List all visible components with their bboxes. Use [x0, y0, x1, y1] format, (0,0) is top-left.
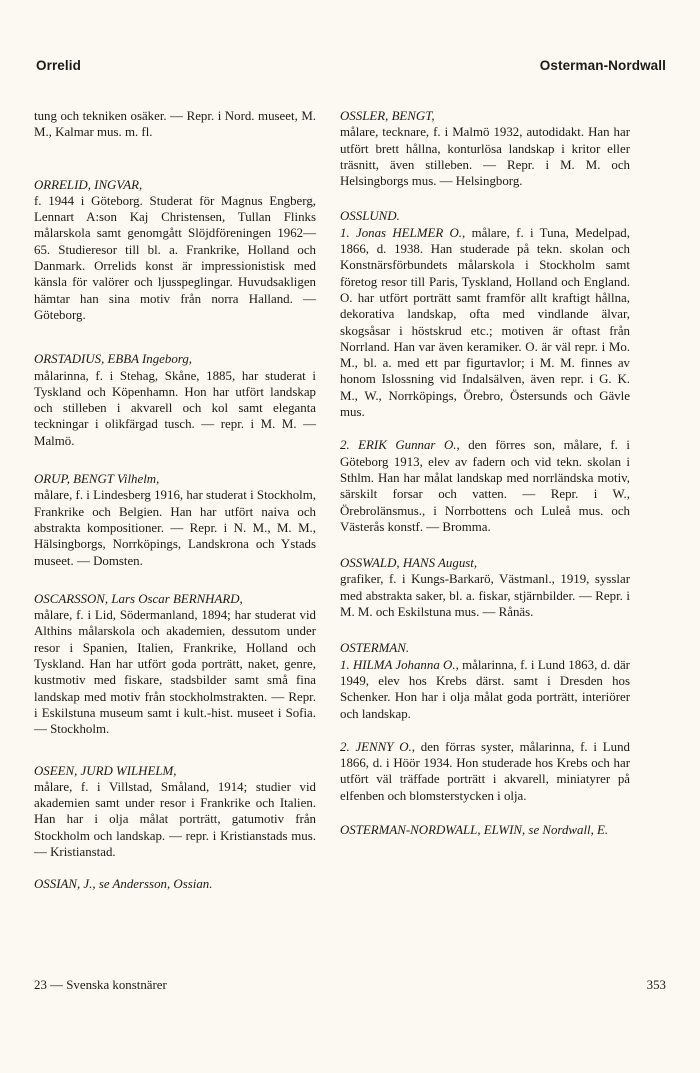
sub-entry [340, 437, 630, 535]
entry-text: målare, f. i Villstad, Småland, 1914; studier vid akademien samt under resor i Frankrike och Italien. Han har i olja målat porträtt, gatumotiv från Stockholm och landskap. — repr. i Kristianstads mus. — Kristianstad. [34, 779, 316, 859]
sub-entry-label: 1. Jonas HELMER O., [340, 225, 466, 240]
entry-continuation [34, 108, 316, 141]
entry-osslund [340, 208, 630, 535]
entry-orstadius [34, 351, 316, 449]
entry-oscarsson [34, 591, 316, 738]
sub-entry [340, 225, 630, 421]
entry-headword: OSEEN, JURD WILHELM, [34, 763, 177, 778]
right-column [340, 108, 630, 838]
entry-orrelid [34, 177, 316, 324]
entry-headword: OSSIAN, J., [34, 877, 96, 892]
entry-text: målare, f. i Lindesberg 1916, har studerat i Stockholm, Frankrike och Belgien. Han har utfört naiva och abstrakta kompositioner. — Repr. i N. M., M. M., Hälsingborgs, Norrköpings, Landskrona och Ystads museet. — Domsten. [34, 488, 316, 568]
entry-headword: OSSLUND. [340, 209, 400, 224]
entry-osterman [340, 640, 630, 804]
sub-entry [340, 739, 630, 804]
sub-entry-text: den förras syster, målarinna, f. i Lund 1866, d. i Höör 1934. Hon studerade hos Krebs och har utfört väl träffade porträtt i akvarell, miniatyrer på elfenben och blomsterstycken i olja. [340, 739, 630, 803]
header-left: Orrelid [36, 58, 81, 73]
sub-entry-label: 2. ERIK Gunnar O., [340, 438, 460, 453]
entry-headword: ORSTADIUS, EBBA Ingeborg, [34, 352, 193, 367]
entry-oseen [34, 763, 316, 861]
entry-headword: ORUP, BENGT Vilhelm, [34, 472, 160, 487]
left-column [34, 108, 316, 893]
entry-text: målare, tecknare, f. i Malmö 1932, autodidakt. Han har utfört brett hållna, konturlösa landskap i kritor eller träsnitt, även stilleben. — Repr. i M. M. och Helsingborgs mus. — Helsingborg. [340, 125, 630, 189]
entry-text: tung och tekniken osäker. — Repr. i Nord. museet, M. M., Kalmar mus. m. fl. [34, 109, 316, 140]
entry-osterman-nordwall [340, 822, 630, 838]
sub-entry-label: 2. JENNY O., [340, 739, 415, 754]
entry-headword: OSCARSSON, Lars Oscar BERNHARD, [34, 591, 243, 606]
sub-entry-text: den förres son, målare, f. i Göteborg 1913, elev av fadern och vid tekn. skolan i Sthlm. Han har målat landskap med norrländska motiv, särskilt forsar och vatten. — Repr. i W., Örebrolänsmus., i Norrbottens och Luleå mus. och Västerås konstf. — Bromma. [340, 438, 630, 534]
entry-headword: OSTERMAN. [340, 641, 410, 656]
entry-headword: OSSWALD, HANS August, [340, 556, 478, 571]
page-footer [34, 978, 666, 996]
running-header [34, 58, 666, 78]
entry-headword: ORRELID, INGVAR, [34, 177, 143, 192]
cross-reference[interactable]: se Andersson, Ossian. [98, 877, 213, 892]
entry-orup [34, 471, 316, 569]
header-right: Osterman-Nordwall [539, 58, 666, 73]
entry-headword: OSSLER, BENGT, [340, 109, 435, 123]
entry-text: målare, f. i Lid, Södermanland, 1894; har studerat vid Althins målarskola och akademien, dessutom under resor i Spanien, Italien, Frankrike, Holland och Tyskland. Han har utfört goda porträtt, naket, genre, kustmotiv med fiskare, stadsbilder samt små fina landskap med motiv från stockholmstrakten. — Repr. i Eskilstuna museum samt i kult.-hist. museet i Sofia. — Stockholm. [34, 608, 316, 737]
entry-text: grafiker, f. i Kungs-Barkarö, Västmanl., 1919, sysslar med abstrakta saker, bl. a. fiskar, stjärnbilder. — Repr. i M. M. och Eskilstuna mus. — Rånäs. [340, 572, 630, 620]
entry-ossian [34, 876, 316, 892]
footer-signature: 23 — Svenska konstnärer [34, 978, 167, 992]
entry-osswald [340, 555, 630, 620]
entry-text: målarinna, f. i Stehag, Skåne, 1885, har studerat i Tyskland och Köpenhamn. Hon har utfört landskap och stilleben i akvarell och kol samt eleganta teckningar i olikfärgad tusch. — repr. i M. M. — Malmö. [34, 368, 316, 448]
entry-text: f. 1944 i Göteborg. Studerat för Magnus Engberg, Lennart A:son Kaj Christensen, Tullan Flinks målarskola samt genomgått Slöjdföreningen 1962—65. Studieresor till bl. a. Frankrike, Holland och Danmark. Orrelids konst är impressionistisk med känsla för valörer och ljusspeglingar. Huvudsakligen hämtar han sina motiv från norra Halland. — Göteborg. [34, 193, 316, 322]
sub-entry-text: målare, f. i Tuna, Medelpad, 1866, d. 1938. Han studerade på tekn. skolan och Konstnärsförbundets målarskola i Stockholm samt företog resor till Paris, Tyskland, Holland och England. O. har utfört porträtt samt framför allt kraftigt hållna, dekorativa landskap, ofta med vindlande älvar, skogsåsar i höstskrud etc.; motiven är oftast från Norrland. Han var även keramiker. O. är väl repr. i Mo. M., bl. a. med ett par figurtavlor; i M. M. finnes av honom Islossning vid Indalsälven, även repr. i G. K. M., W., Norrköpings, Örebro, Östersunds och Gävle mus. [340, 225, 630, 420]
entry-headword: OSTERMAN-NORDWALL, ELWIN, [340, 822, 526, 837]
cross-reference[interactable]: se Nordwall, E. [528, 822, 609, 837]
entry-text [34, 876, 316, 892]
entry-ossler [340, 108, 630, 189]
sub-entry-text: målarinna, f. i Lund 1863, d. där 1949, elev hos Krebs därst. samt i Dresden hos Schenker. Hon har i olja målat goda porträtt, interiörer och landskap. [340, 657, 630, 721]
page-number: 353 [646, 978, 666, 992]
sub-entry-label: 1. HILMA Johanna O., [340, 657, 459, 672]
sub-entry [340, 657, 630, 722]
entry-text [340, 822, 630, 838]
